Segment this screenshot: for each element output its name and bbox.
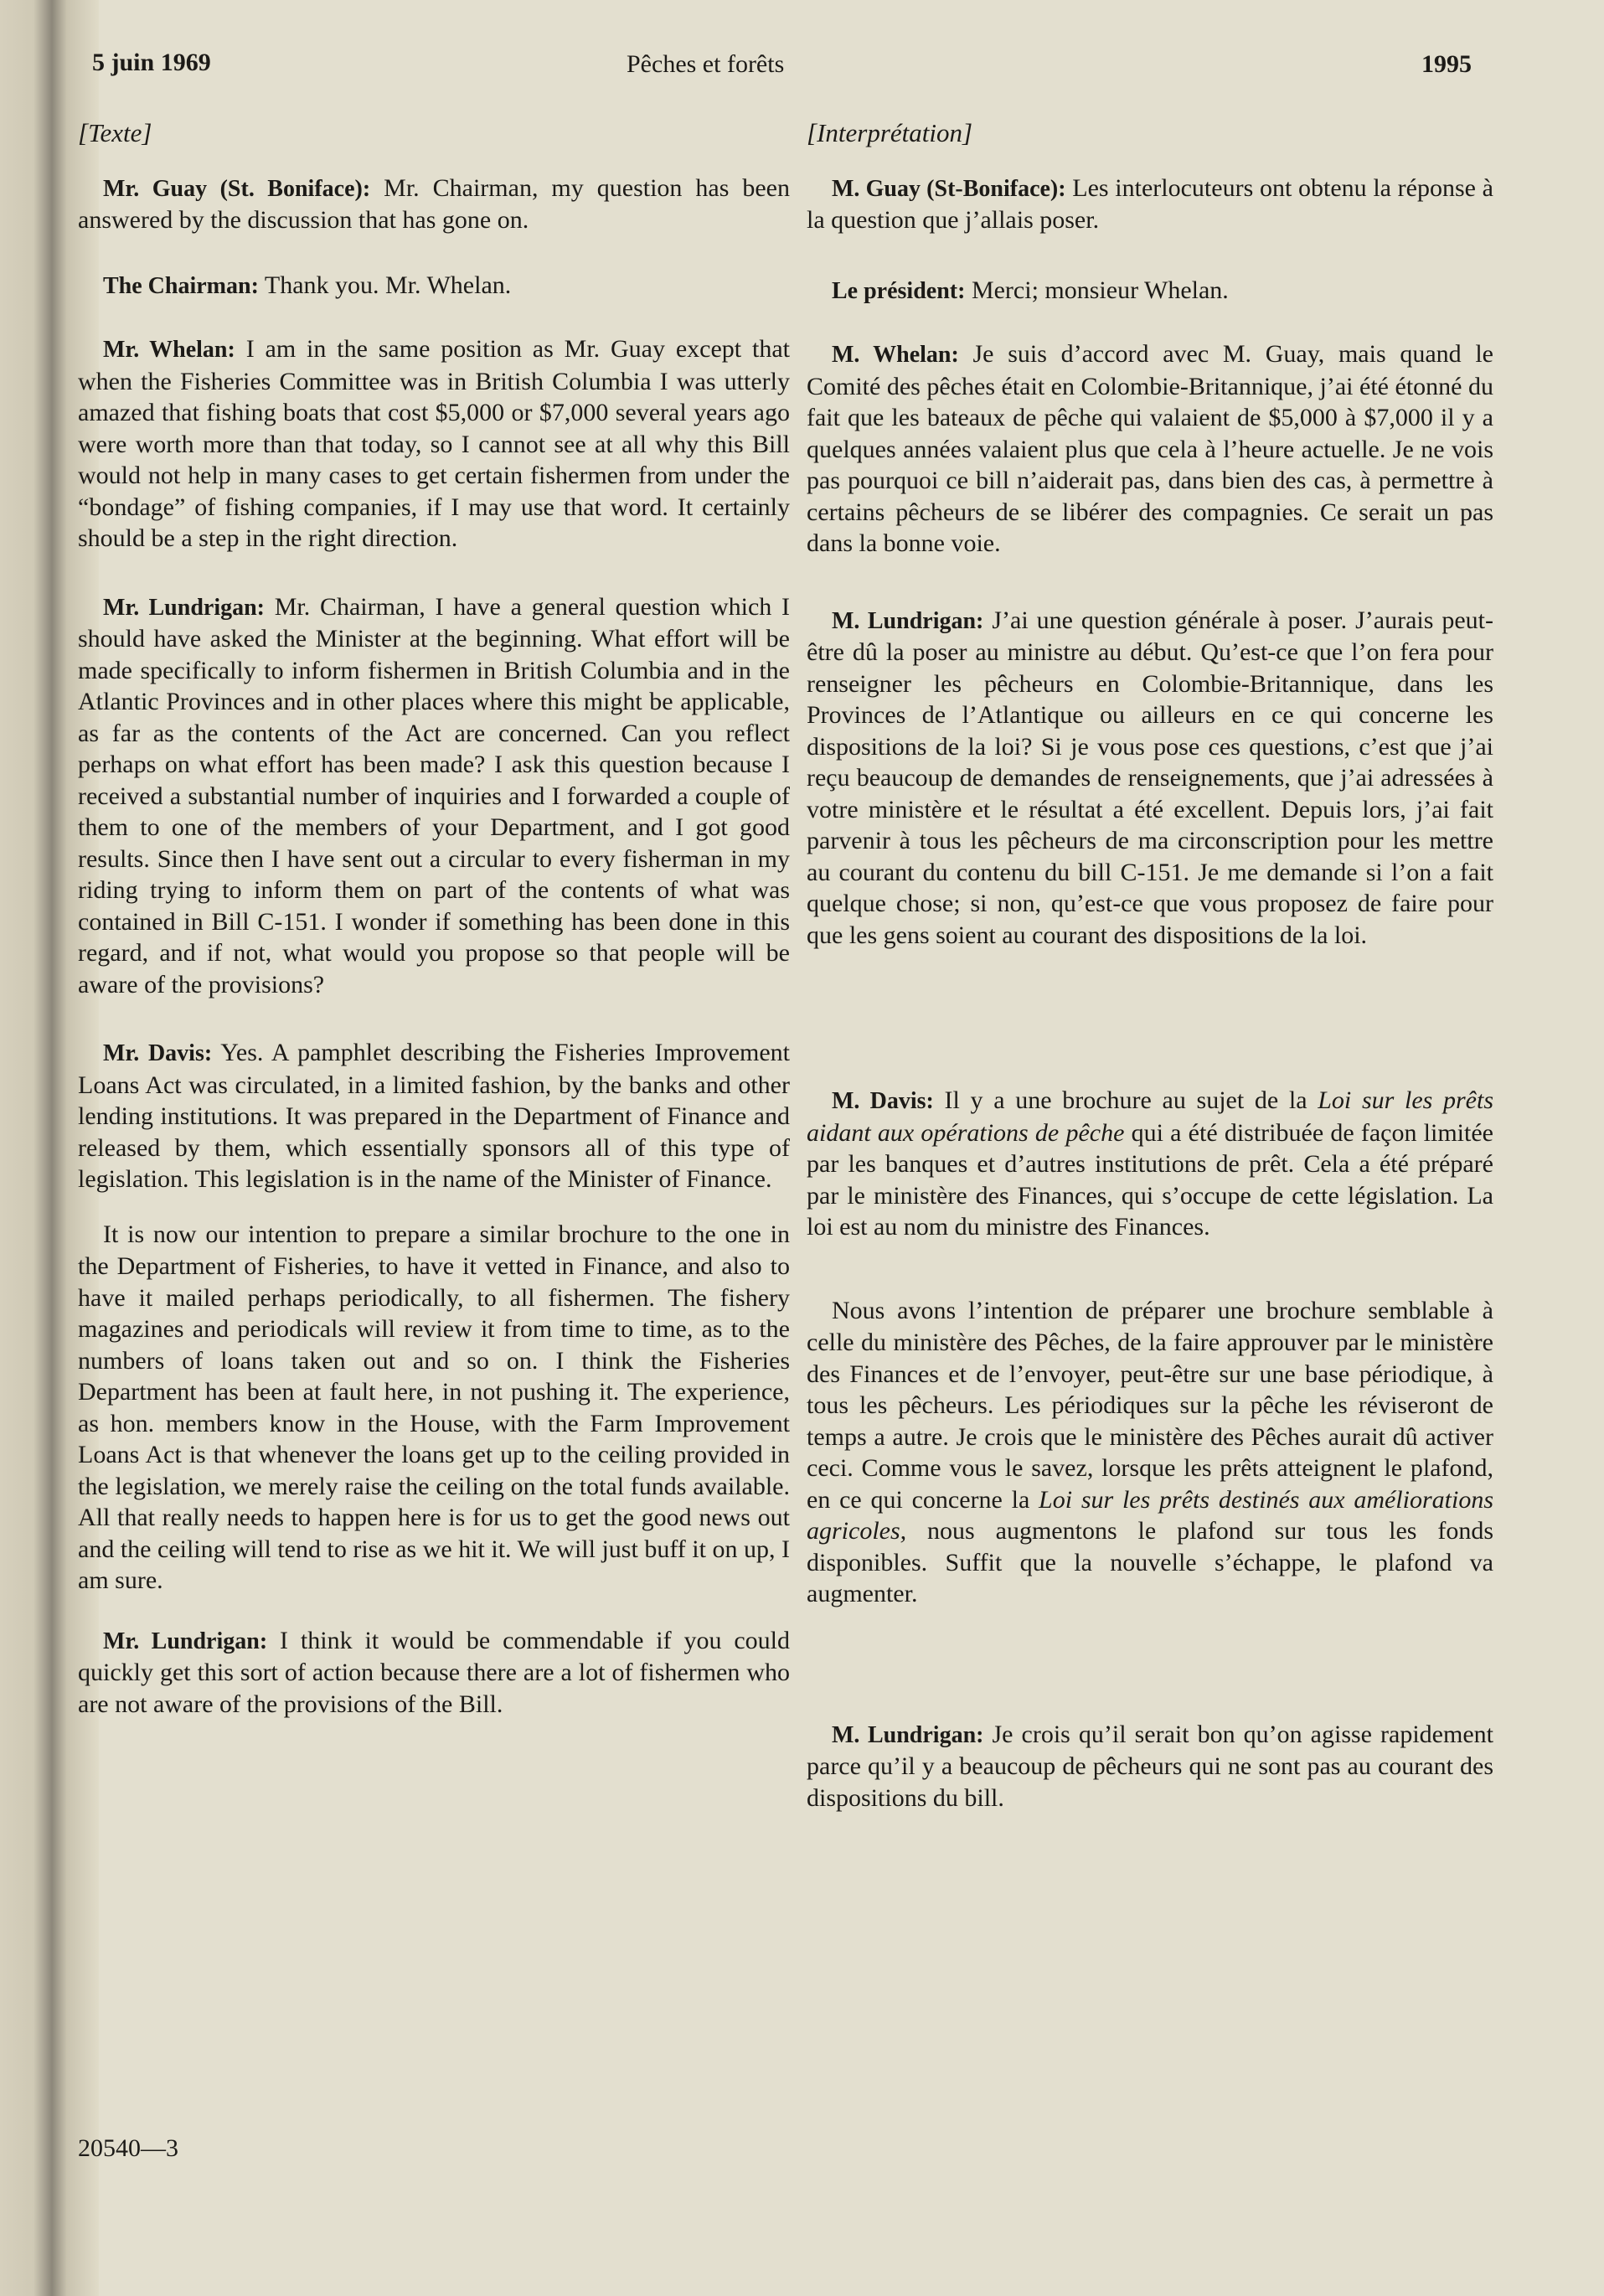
section-tag-french: [Interprétation] — [807, 118, 973, 147]
speaker: M. Guay (St-Boniface): — [832, 175, 1066, 202]
paragraph — [78, 1219, 790, 1597]
paragraph-text: I think it would be commendable if you could quickly get this sort of action because there are a lot of fishermen who are not aware of the provisions of the Bill. — [78, 1626, 791, 1718]
paragraph-text: J’ai une question générale à poser. J’aurais peut-être dû la poser au ministre au début. Qu’est-ce que l’on fera pour renseigner les pêcheurs en Colombie-Britannique, dans les Provinces de l’Atlantique ou ailleurs en ce qui concerne les dispositions de la loi? Si je vous pose ces questions, c’est que j’ai reçu beaucoup de demandes de renseignements, que j’ai adressées à votre ministère et le résultat a été excellent. Depuis lors, j’ai fait parvenir à tous les pêcheurs de ma circonscription pour les mettre au courant du contenu du bill C-151. Je me demande si l’on a fait quelque chose; si non, qu’est-ce que vous proposez de faire pour que les gens soient au courant des dispositions de la loi. — [807, 606, 1493, 949]
paragraph-text: qui a été distribuée de façon limitée par les banques et d’autres institutions de prêt. Cela a été préparé par le ministère des Finances, qui s’occupe de cette législation. La loi est au nom du ministre des Finances. — [807, 1118, 1493, 1241]
paragraph — [78, 591, 790, 1001]
paragraph-text: Il y a une brochure au sujet de la — [933, 1086, 1318, 1114]
header-date: 5 juin 1969 — [92, 49, 211, 76]
section-tag-english: [Texte] — [78, 118, 152, 147]
paragraph-text: Je crois qu’il serait bon qu’on agisse rapidement parce qu’il y a beaucoup de pêcheurs qui ne sont pas au courant des dispositions du bill. — [807, 1720, 1493, 1812]
french-column — [807, 117, 1493, 1814]
paragraph — [78, 173, 790, 236]
paragraph — [807, 173, 1493, 236]
paragraph — [78, 333, 790, 555]
speaker: Le président: — [832, 277, 966, 304]
speaker: M. Davis: — [832, 1088, 934, 1114]
speaker: M. Whelan: — [832, 342, 959, 368]
paragraph — [807, 605, 1493, 952]
law-title: Loi sur les prêts aidant aux opérations de pêche — [807, 1086, 1493, 1147]
paragraph-text: Mr. Chairman, I have a general question which I should have asked the Minister at the beginning. What effort will be made specifically to inform fishermen in British Columbia and in the Atlantic Provinces and in other places where this might be applicable, as far as the contents of the Act are concerned. Can you reflect perhaps on what effort has been made? I ask this question because I received a substantial number of inquiries and I forwarded a couple of them to one of the members of your Department, and I got good results. Since then I have sent out a circular to every fisherman in my riding trying to inform them on part of the contents of what was contained in Bill C-151. I wonder if something has been done in this regard, and if not, what would you propose so that people will be aware of the provisions? — [78, 592, 791, 998]
paragraph — [78, 1037, 790, 1195]
page — [78, 0, 1604, 2296]
paragraph — [807, 1085, 1493, 1243]
speaker: M. Lundrigan: — [832, 607, 984, 634]
page-number: 1995 — [1421, 50, 1472, 78]
speaker: Mr. Whelan: — [103, 337, 235, 363]
english-column — [78, 117, 790, 1720]
speaker: Mr. Lundrigan: — [103, 594, 266, 621]
paragraph-text: I am in the same position as Mr. Guay except that when the Fisheries Committee was in British Columbia I was utterly amazed that fishing boats that cost $5,000 or $7,000 several years ago were worth more than that today, so I cannot see at all why this Bill would not help in many cases to get certain fishermen from under the “bondage” of fishing companies, if I may use that word. It certainly should be a step in the right direction. — [78, 335, 790, 552]
paragraph-text: Les interlocuteurs ont obtenu la réponse à la question que j’allais poser. — [807, 173, 1493, 234]
paragraph — [807, 1295, 1493, 1610]
speaker: The Chairman: — [103, 272, 259, 299]
paragraph — [78, 1625, 790, 1721]
speaker: Mr. Davis: — [103, 1040, 213, 1066]
law-title: Loi sur les prêts destinés aux améliorations agricoles, — [807, 1485, 1493, 1545]
paragraph — [807, 338, 1493, 560]
paragraph-text: Mr. Chairman, my question has been answered by the discussion that has gone on. — [78, 173, 790, 234]
paragraph-text: Je suis d’accord avec M. Guay, mais quand le Comité des pêches était en Colombie-Britannique, j’ai été étonné du fait que les bateaux de pêche qui valaient de $5,000 à $7,000 il y a quelques années valaient plus que cela à l’heure actuelle. Je ne vois pas pourquoi ce bill n’aiderait pas, dans bien des cas, à permettre à certains pêcheurs de se libérer des compagnies. Ce serait un pas dans la bonne voie. — [807, 340, 1493, 557]
paragraph — [807, 1719, 1493, 1814]
speaker: Mr. Lundrigan: — [103, 1628, 268, 1654]
speaker: M. Lundrigan: — [832, 1721, 984, 1748]
signature-code: 20540—3 — [78, 2134, 178, 2162]
paragraph-text: Nous avons l’intention de préparer une brochure semblable à celle du ministère des Pêches, de la faire approuver par le ministère des Finances et de l’envoyer, peut-être sur une base périodique, à tous les pêcheurs. Les périodiques sur la pêche les réviseront de temps a autre. Je crois que le ministère des Pêches aurait dû activer ceci. Comme vous le savez, lorsque les prêts atteignent le plafond, en ce qui concerne la — [807, 1296, 1493, 1514]
speaker: Mr. Guay (St. Boniface): — [103, 175, 371, 202]
paragraph-text: Thank you. Mr. Whelan. — [258, 271, 512, 299]
paragraph-text: Merci; monsieur Whelan. — [965, 276, 1229, 304]
page-header — [92, 49, 1604, 82]
paragraph-text: nous augmentons le plafond sur tous les fonds disponibles. Suffit que la nouvelle s’échappe, le plafond va augmenter. — [807, 1517, 1493, 1607]
paragraph-text: It is now our intention to prepare a similar brochure to the one in the Department of Fisheries, to have it vetted in Finance, and also to have it mailed perhaps periodically, to all fishermen. The fishery magazines and periodicals will review it from time to time, as to the numbers of loans taken out and so on. I think the Fisheries Department has been at fault here, in not pushing it. The experience, as hon. members know in the House, with the Farm Improvement Loans Act is that whenever the loans get up to the ceiling provided in the legislation, we merely raise the ceiling on the total funds available. All that really needs to happen here is for us to get the good news out and the ceiling will tend to rise as we hit it. We will just buff it on up, I am sure. — [78, 1220, 790, 1594]
header-section: Pêches et forêts — [627, 50, 785, 78]
paragraph-text: Yes. A pamphlet describing the Fisheries Improvement Loans Act was circulated, in a limited fashion, by the banks and other lending institutions. It was prepared in the Department of Finance and released by them, which essentially sponsors all of this type of legislation. This legislation is in the name of the Minister of Finance. — [78, 1039, 790, 1193]
paragraph — [78, 270, 790, 302]
paragraph — [807, 275, 1493, 307]
